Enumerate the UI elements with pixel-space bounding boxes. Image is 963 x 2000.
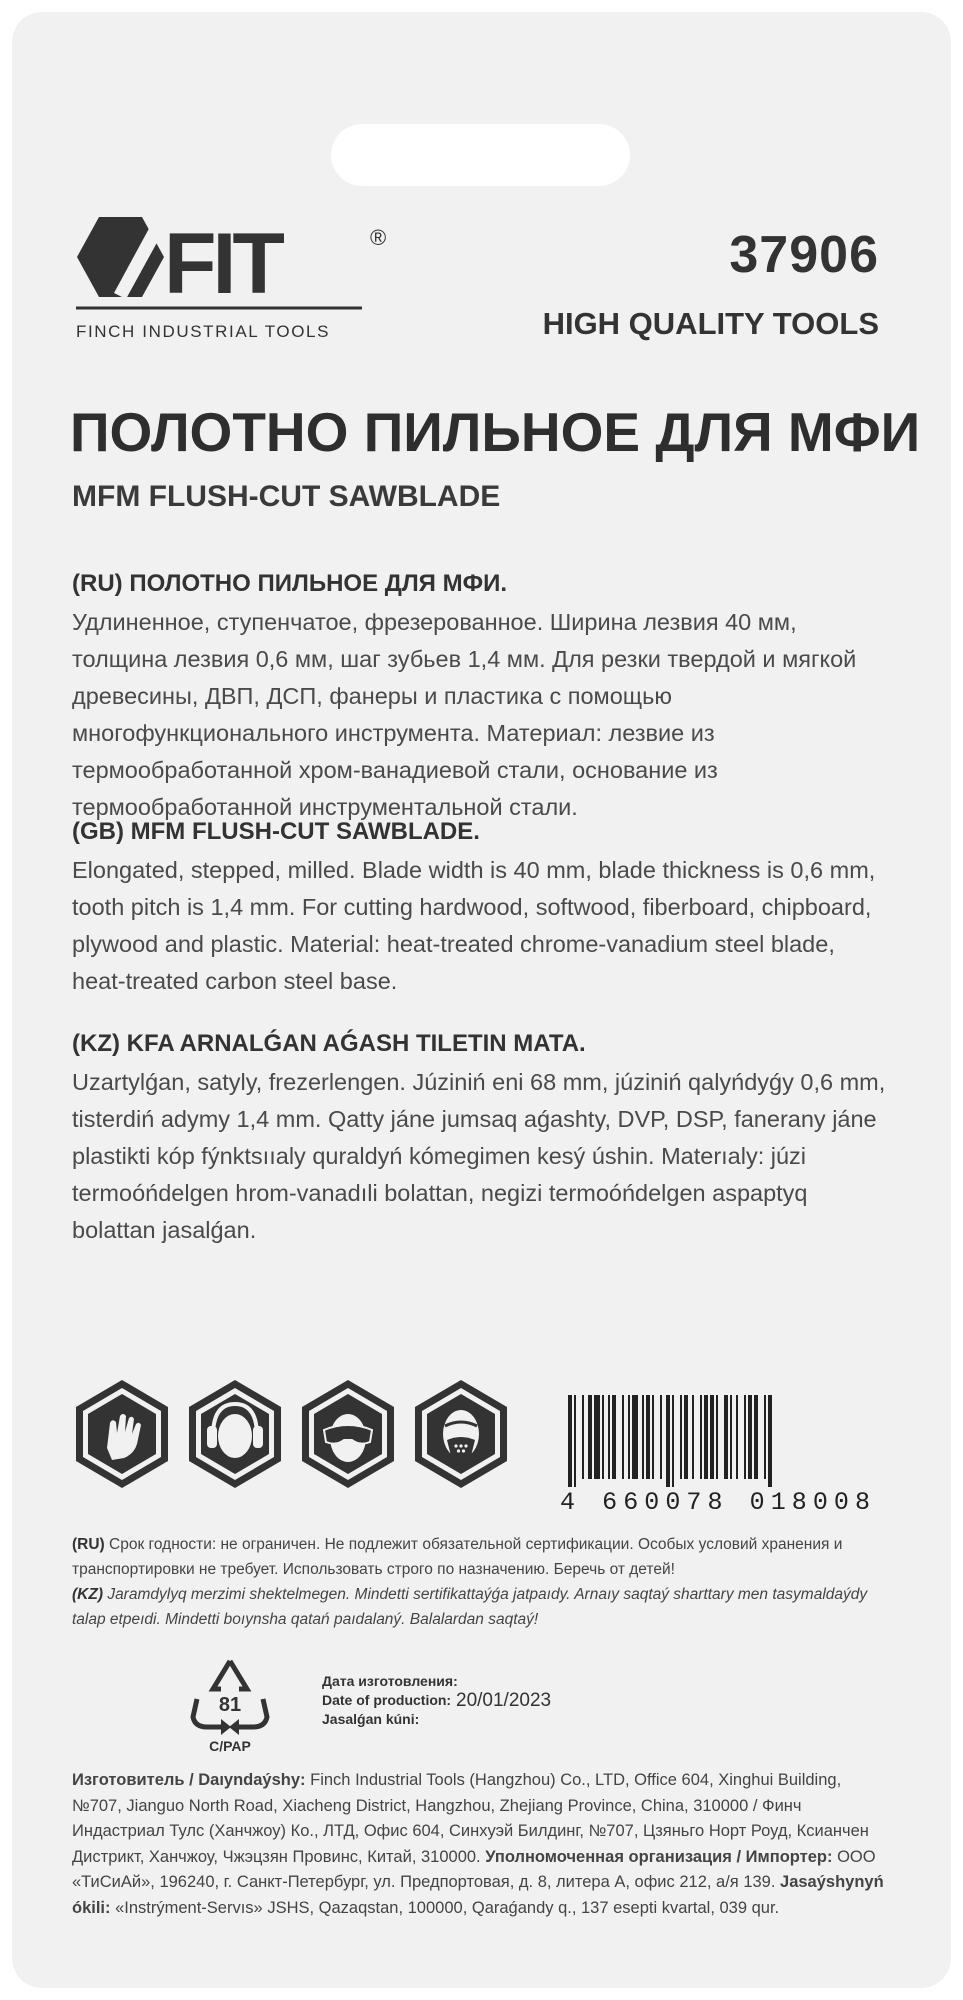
safety-goggles-icon [298,1378,398,1490]
barcode-bar [684,1395,688,1479]
representative-label: Jasaýshynyń ókіlі: [72,1873,884,1917]
barcode-bar [672,1395,674,1487]
barcode-bar [724,1395,728,1479]
registered-mark: ® [370,225,387,250]
product-subtitle: MFM FLUSH-CUT SAWBLADE [72,480,501,513]
section-heading: (RU) ПОЛОТНО ПИЛЬНОЕ ДЛЯ МФИ. [72,570,507,597]
section-body: Удлиненное, ступенчатое, фрезерованное. Ширина лезвия 40 мм, толщина лезвия 0,6 мм, шаг зубьев 1,4 мм. Для резки твердой и мягкой древесины, ДВП, ДСП, фанеры и пластика с помощью многофункционального инструмента. Материал: лезвие из термообработанной хром-ванадиевой стали, основание из термообработанной инструментальной стали. [72,609,857,820]
barcode-bar [666,1395,670,1487]
brand-logo [74,215,394,345]
notice-tag: (KZ) [72,1586,103,1603]
barcode-bar [744,1395,746,1479]
barcode-bar [588,1395,592,1479]
barcode-bar [716,1395,718,1479]
importer-label: Уполномоченная организация / Импортер: [485,1847,833,1866]
recycling-symbol [185,1655,275,1755]
barcode-bar [628,1395,630,1479]
barcode-bar [710,1395,714,1479]
notice-ru [72,1532,887,1582]
respirator-mask-icon [411,1378,511,1490]
barcode-bar [730,1395,732,1479]
logo-text: FIT [164,216,281,312]
importer-text: ООО «ТиСиАй», 196240, г. Санкт-Петербург, ул. Предпортовая, д. 8, литера А, офис 212, а/я 139. [72,1847,876,1891]
representative-text: «Instrýment-Servıs» JSHS, Qazaqstan, 100000, Qaraǵandy q., 137 esepti kvartal, 039 qur. [110,1898,780,1917]
description-kz [72,1030,892,1249]
barcode-bar [680,1395,682,1479]
production-label-kz: Jasalǵan kúnі: [322,1711,420,1727]
description-gb [72,818,892,1000]
barcode-bar [602,1395,604,1479]
notice-tag: (RU) [72,1536,105,1553]
description-ru [72,570,892,826]
logo-subtitle: FINCH INDUSTRIAL TOOLS [76,322,331,341]
barcode-bar [632,1395,638,1479]
barcode-bar [574,1395,576,1487]
notice-text: Срок годности: не ограничен. Не подлежит обязательной сертификации. Особых условий хранения и транспортировки не требует. Использовать строго по назначению. Беречь от детей! [72,1536,843,1578]
barcode-bar [736,1395,738,1479]
barcode-number: 4 660078 018008 [560,1488,870,1515]
barcode-bar [622,1395,624,1479]
production-date: 20/01/2023 [456,1690,552,1711]
barcode-bar [652,1395,654,1479]
production-labels [322,1672,458,1729]
barcode-bar [692,1395,694,1479]
recycling-code: C/PAP [209,1738,251,1754]
section-body: Uzartylǵan, satyly, frezerlengen. Júzіnіń enі 68 mm, júzіnіń qalyńdyǵy 0,6 mm, tіsterdіń adymy 1,4 mm. Qatty jáne jumsaq aǵashty, DVP, DSP, faneranу jáne plastіktі kóp fýnktsııaly quraldyń kómegimen kesý úshіn. Materıaly: júzі termoóńdelgen hrom-vanadılі bolattan, negіzі termoóńdelgen aspaptyq bolattan jasalǵan. [72,1069,886,1243]
safety-icons [72,1378,512,1490]
section-heading: (GB) MFM FLUSH-CUT SAWBLADE. [72,818,480,845]
production-label-en: Date of production: [322,1692,452,1708]
barcode-bar [612,1395,616,1479]
production-label-ru: Дата изготовления: [322,1673,458,1689]
barcode-bar [660,1395,662,1479]
barcode-bar [768,1395,772,1487]
barcode-bar [594,1395,600,1479]
barcode-bar [582,1395,584,1479]
barcode-bars [560,1395,875,1515]
manufacturer-info [72,1768,887,1921]
tagline: HIGH QUALITY TOOLS [542,306,879,341]
product-title: ПОЛОТНО ПИЛЬНОЕ ДЛЯ МФИ [70,401,921,463]
barcode-bar [568,1395,572,1487]
section-heading: (KZ) KFA ARNALǴAN AǴASH TІLETІN MATA. [72,1030,586,1057]
barcode-bar [642,1395,644,1479]
barcode-bar [748,1395,752,1479]
barcode [560,1395,875,1515]
recycling-number: 81 [218,1694,242,1716]
barcode-bar [704,1395,708,1479]
ear-protection-icon [185,1378,285,1490]
barcode-bar [700,1395,702,1479]
barcode-bar [608,1395,610,1479]
barcode-bar [754,1395,758,1479]
hang-hole [331,124,630,186]
section-body: Elongated, stepped, milled. Blade width is 40 mm, blade thickness is 0,6 mm, tooth pitch is 1,4 mm. For cutting hardwood, softwood, fiberboard, chipboard, plywood and plastic. Material: heat-treated chrome-vanadium steel blade, heat-treated carbon steel base. [72,857,876,994]
barcode-bar [646,1395,650,1479]
barcode-bar [764,1395,766,1479]
notice-kz [72,1582,887,1632]
manufacturer-text: Finch Industrial Tools (Hangzhou) Co., LTD, Office 604, Xinghui Building, №707, Jianguo North Road, Xiacheng District, Hangzhou, Zhejiang Province, China, 310000 / Финч Индастриал Тулс (Ханчжоу) Ко., ЛТД, Офис 604, Синхуэй Билдинг, №707, Цзяньго Норт Роуд, Ксианчен Дистрикт, Ханчжоу, Чжэцзян Провинс, Китай, 310000. [72,1771,869,1866]
manufacturer-label: Изготовитель / Daıyndaýshy: [72,1771,306,1789]
notice-text: Jaramdylyq merzimi shektelmegen. Mindetti sertifikattaýǵa jatpaıdy. Arnaıy saqtaý sharttary men tasymaldaýdy talap etpeıdі. Mindetti boıynsha qatań paıdalaný. Balalardan saqtaý! [72,1586,868,1628]
product-code: 37906 [729,226,879,284]
gloves-icon [72,1378,172,1490]
